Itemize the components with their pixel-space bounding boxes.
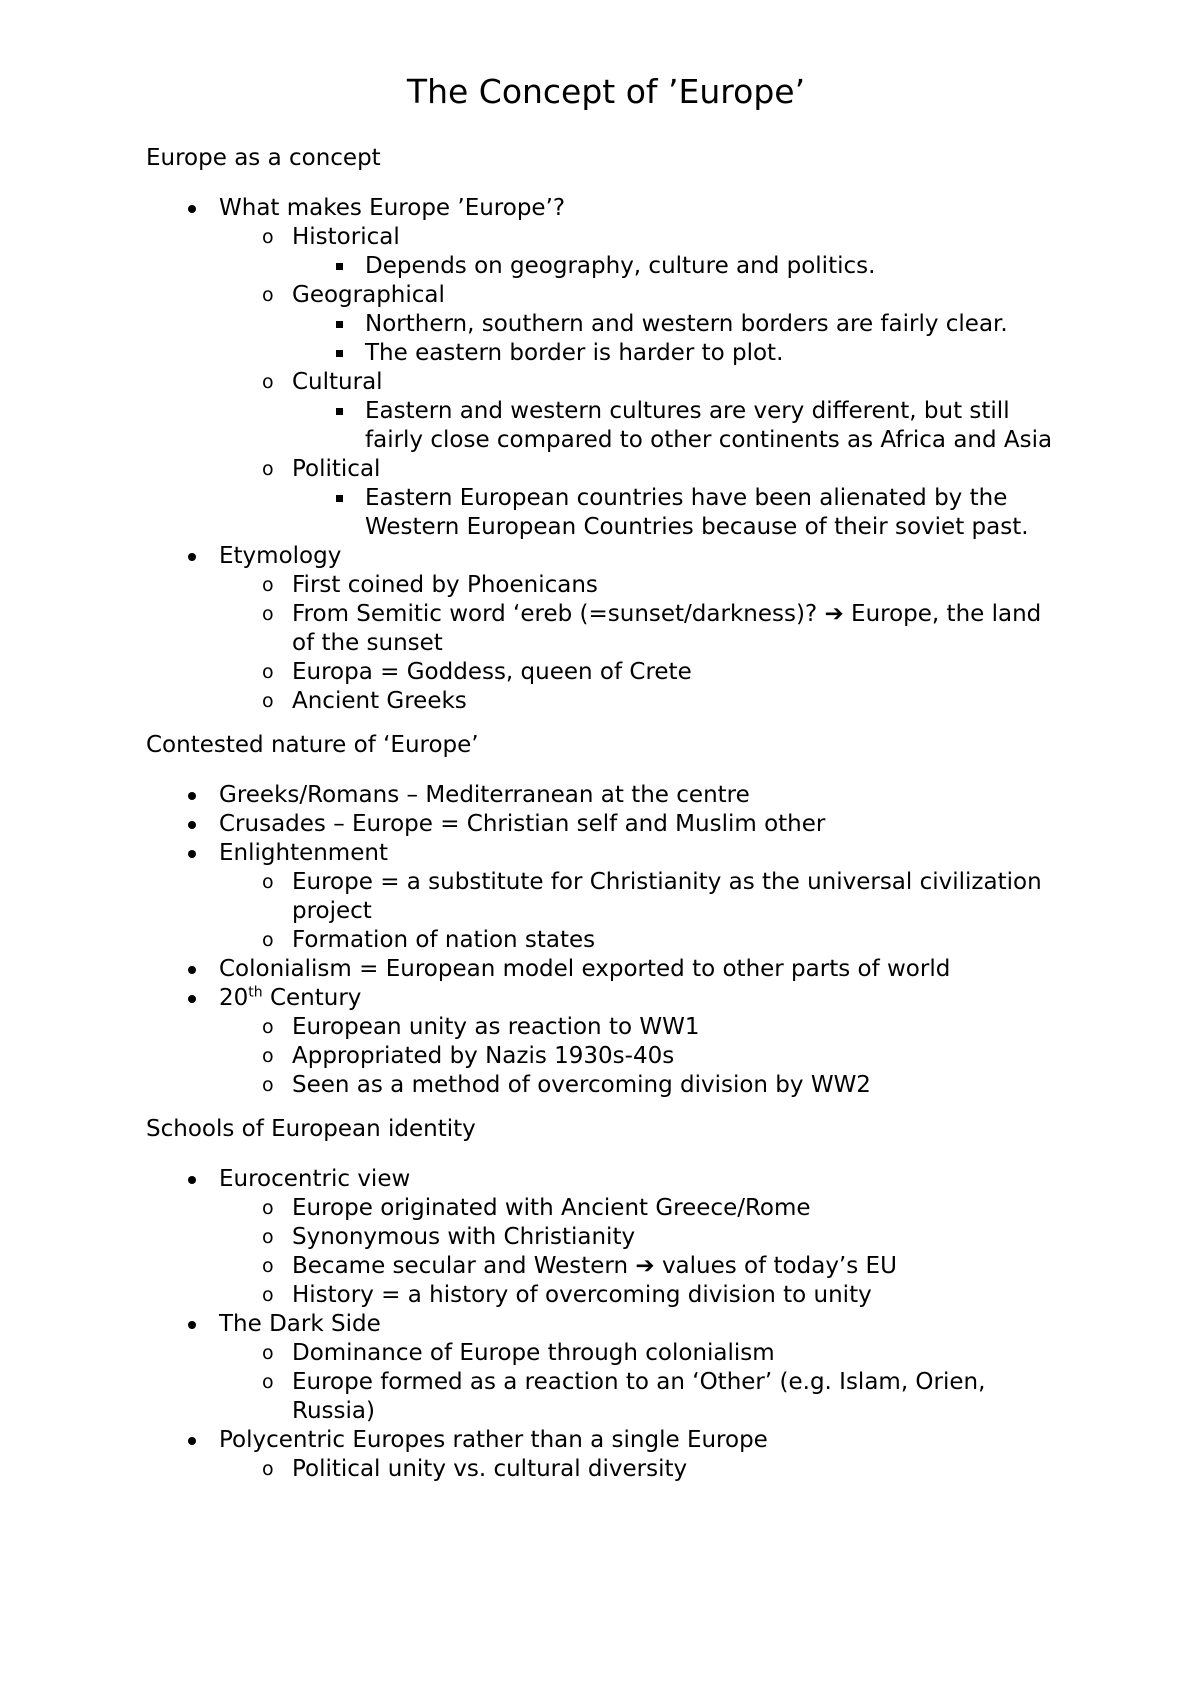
item-text: Cultural xyxy=(292,369,383,395)
item-text-after: Century xyxy=(262,985,362,1011)
item-text: Greeks/Romans – Mediterranean at the centre xyxy=(219,782,750,808)
list-item-level-2 xyxy=(292,1013,1066,1042)
list-item-level-1 xyxy=(219,1310,1066,1426)
item-text: Became secular and Western ➔ values of today’s EU xyxy=(292,1253,897,1279)
list-item-level-2 xyxy=(292,1281,1066,1310)
list-item-level-2 xyxy=(292,1252,1066,1281)
list-item-level-2 xyxy=(292,368,1066,455)
list-level-3 xyxy=(292,397,1066,455)
item-text: Political xyxy=(292,456,381,482)
item-text: Europe formed as a reaction to an ‘Other’ (e.g. Islam, Orien, Russia) xyxy=(292,1369,986,1424)
list-level-2 xyxy=(219,1455,1066,1484)
list-item-level-2 xyxy=(292,868,1066,926)
item-text: From Semitic word ‘ereb (=sunset/darkness)? ➔ Europe, the land of the sunset xyxy=(292,601,1042,656)
list-item-level-3 xyxy=(365,252,1066,281)
section-heading: Schools of European identity xyxy=(146,1116,476,1142)
item-text: Ancient Greeks xyxy=(292,688,467,714)
item-text: Northern, southern and western borders are fairly clear. xyxy=(365,311,1008,337)
list-item-level-3 xyxy=(365,310,1066,339)
section-heading: Europe as a concept xyxy=(146,145,381,171)
list-item-level-2 xyxy=(292,1042,1066,1071)
list-item-level-1 xyxy=(219,542,1066,716)
list-level-2 xyxy=(219,1013,1066,1100)
item-text: Europa = Goddess, queen of Crete xyxy=(292,659,692,685)
list-item-level-2 xyxy=(292,223,1066,281)
document-body xyxy=(146,144,1066,1484)
item-text: Polycentric Europes rather than a single Europe xyxy=(219,1427,768,1453)
list-item-level-1 xyxy=(219,955,1066,984)
item-text: Crusades – Europe = Christian self and Muslim other xyxy=(219,811,826,837)
section xyxy=(146,144,1066,716)
list-level-2 xyxy=(219,868,1066,955)
list-level-1 xyxy=(146,194,1066,716)
item-text: History = a history of overcoming division to unity xyxy=(292,1282,872,1308)
item-text: Colonialism = European model exported to other parts of world xyxy=(219,956,951,982)
list-level-2 xyxy=(219,571,1066,716)
list-item-level-2 xyxy=(292,658,1066,687)
list-item-level-2 xyxy=(292,571,1066,600)
list-item-level-2 xyxy=(292,1223,1066,1252)
item-text: First coined by Phoenicans xyxy=(292,572,598,598)
list-item-level-1 xyxy=(219,810,1066,839)
section xyxy=(146,731,1066,1100)
item-text: Enlightenment xyxy=(219,840,388,866)
item-text: 20 xyxy=(219,985,249,1011)
list-item-level-1 xyxy=(219,1165,1066,1310)
document-title: The Concept of ’Europe’ xyxy=(406,72,806,111)
list-item-level-2 xyxy=(292,455,1066,542)
list-item-level-1 xyxy=(219,194,1066,542)
item-text: Depends on geography, culture and politics. xyxy=(365,253,876,279)
item-text: The eastern border is harder to plot. xyxy=(365,340,784,366)
list-level-2 xyxy=(219,1194,1066,1310)
list-item-level-1 xyxy=(219,984,1066,1100)
document-page xyxy=(146,70,1066,1499)
list-item-level-2 xyxy=(292,1368,1066,1426)
list-item-level-2 xyxy=(292,281,1066,368)
list-item-level-1 xyxy=(219,781,1066,810)
list-item-level-2 xyxy=(292,1071,1066,1100)
list-item-level-2 xyxy=(292,1339,1066,1368)
list-item-level-3 xyxy=(365,397,1066,455)
item-text: Europe = a substitute for Christianity as the universal civilization project xyxy=(292,869,1042,924)
item-text: Appropriated by Nazis 1930s-40s xyxy=(292,1043,675,1069)
item-text: Eurocentric view xyxy=(219,1166,411,1192)
item-text: What makes Europe ’Europe’? xyxy=(219,195,566,221)
item-text: Historical xyxy=(292,224,400,250)
list-item-level-3 xyxy=(365,339,1066,368)
section-heading: Contested nature of ‘Europe’ xyxy=(146,732,479,758)
item-text: European unity as reaction to WW1 xyxy=(292,1014,700,1040)
list-item-level-2 xyxy=(292,687,1066,716)
item-text: Etymology xyxy=(219,543,342,569)
list-level-2 xyxy=(219,223,1066,542)
list-level-3 xyxy=(292,484,1066,542)
item-text: Eastern European countries have been alienated by the Western European Countries because of their soviet past. xyxy=(365,485,1029,540)
item-text: Eastern and western cultures are very different, but still fairly close compared to other continents as Africa and Asia xyxy=(365,398,1053,453)
list-item-level-1 xyxy=(219,839,1066,955)
item-text: Geographical xyxy=(292,282,445,308)
item-text: The Dark Side xyxy=(219,1311,381,1337)
list-level-1 xyxy=(146,781,1066,1100)
item-text: Seen as a method of overcoming division by WW2 xyxy=(292,1072,871,1098)
item-superscript: th xyxy=(248,984,263,1001)
list-level-3 xyxy=(292,310,1066,368)
list-item-level-2 xyxy=(292,1455,1066,1484)
list-item-level-2 xyxy=(292,1194,1066,1223)
item-text: Dominance of Europe through colonialism xyxy=(292,1340,775,1366)
section xyxy=(146,1115,1066,1484)
list-item-level-2 xyxy=(292,600,1066,658)
item-text: Formation of nation states xyxy=(292,927,596,953)
item-text: Synonymous with Christianity xyxy=(292,1224,636,1250)
list-level-1 xyxy=(146,1165,1066,1484)
item-text: Europe originated with Ancient Greece/Rome xyxy=(292,1195,811,1221)
list-item-level-3 xyxy=(365,484,1066,542)
list-level-3 xyxy=(292,252,1066,281)
list-item-level-1 xyxy=(219,1426,1066,1484)
item-text: Political unity vs. cultural diversity xyxy=(292,1456,688,1482)
list-level-2 xyxy=(219,1339,1066,1426)
list-item-level-2 xyxy=(292,926,1066,955)
